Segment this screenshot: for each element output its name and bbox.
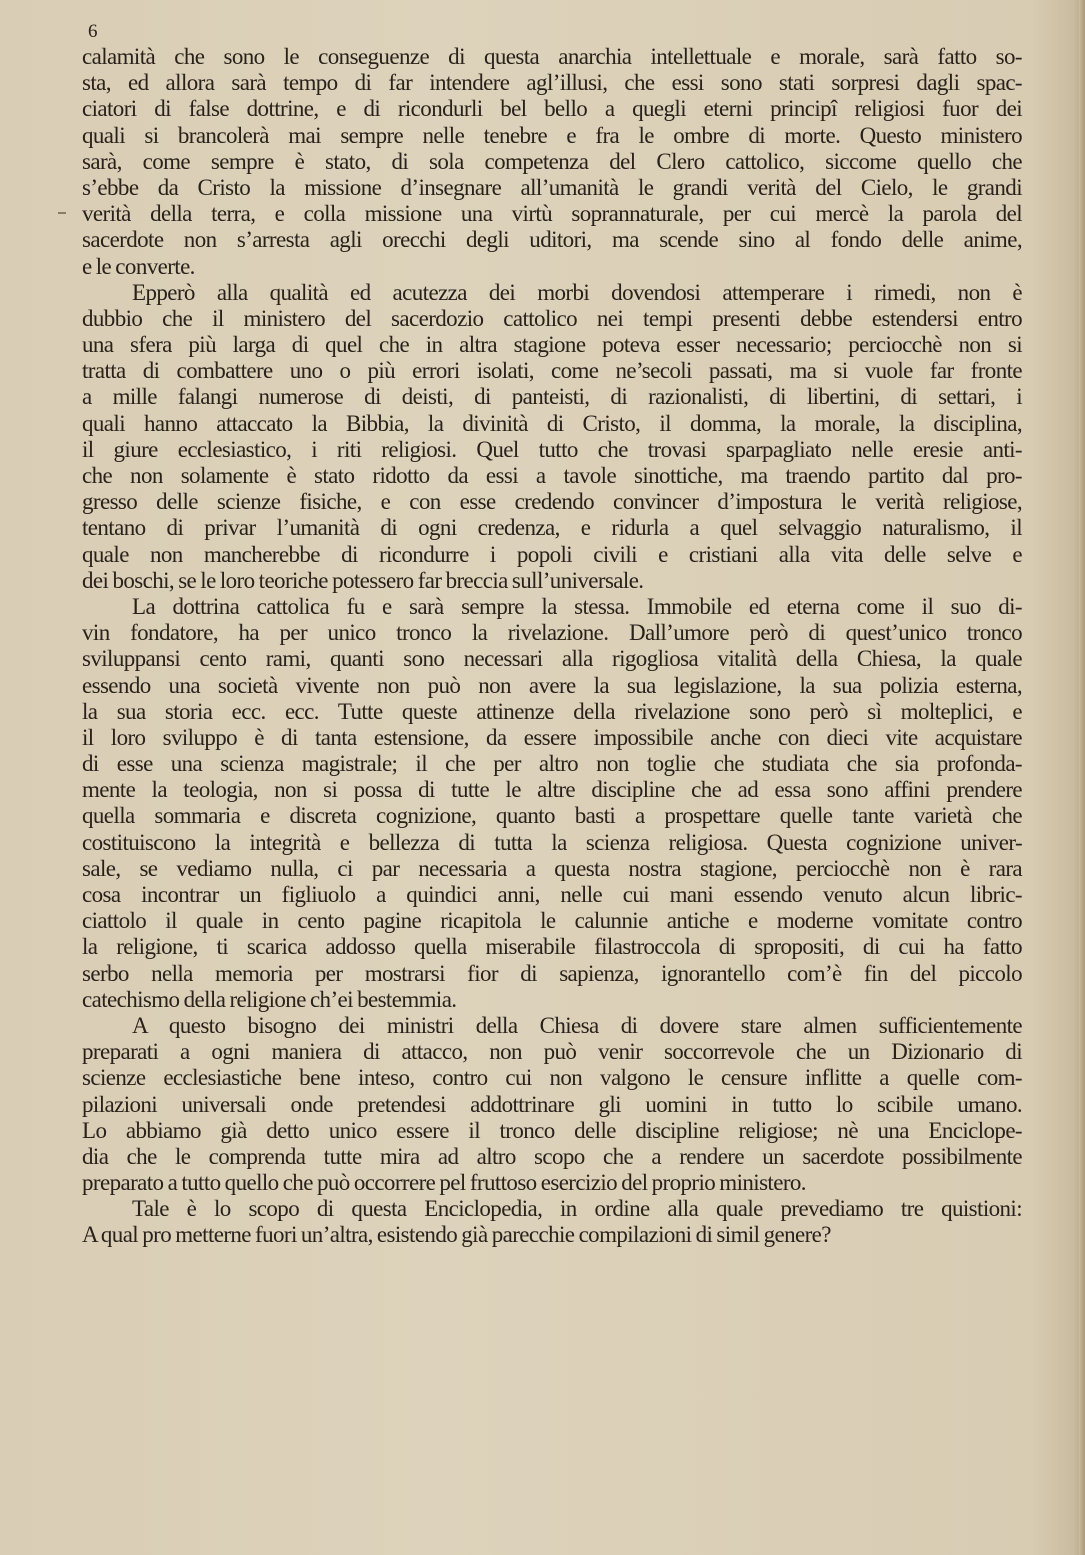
text-line: una sfera più larga di quel che in altra stagione poteva esser necessario; perciocchè non si [82,332,1022,358]
text-line: Tale è lo scopo di questa Enciclopedia, in ordine alla quale prevediamo tre quistioni: [132,1196,1022,1222]
text-line: sta, ed allora sarà tempo di far intendere agl’illusi, che essi sono stati sorpresi dagli spac- [82,70,1022,96]
paragraph [82,1196,1022,1248]
text-line: che non solamente è stato ridotto da essi a tavole sinottiche, ma traendo partito dal pro- [82,463,1022,488]
text-line: cosa incontrar un figliuolo a quindici anni, nelle cui mani essendo venuto alcun libric- [82,882,1022,907]
text-line: a mille falangi numerose di deisti, di panteisti, di razionalisti, di libertini, di settari, i [82,384,1022,410]
text-line: dubbio che il ministero del sacerdozio cattolico nei tempi presenti debbe estendersi entro [82,305,1022,331]
margin-mark [58,212,66,214]
text-line: preparati a ogni maniera di attacco, non può venir soccorrevole che un Dizionario di [82,1039,1022,1065]
text-line: quali si brancolerà mai sempre nelle tenebre e fra le ombre di morte. Questo ministero [82,122,1022,148]
paragraph [82,1013,1022,1196]
text-line: sale, se vediamo nulla, ci par necessaria a questa nostra stagione, perciocchè non è rara [82,855,1022,881]
text-line: sacerdote non s’arresta agli orecchi degli uditori, ma scende sino al fondo delle anime, [82,227,1022,253]
text-line: scienze ecclesiastiche bene inteso, contro cui non valgono le censure inflitte a quelle com- [82,1065,1022,1091]
text-line: tentano di privar l’umanità di ogni credenza, e ridurla a quel selvaggio naturalismo, il [82,515,1022,541]
text-line: il giure ecclesiastico, i riti religiosi. Quel tutto che trovasi sparpagliato nelle eresie anti- [82,436,1022,462]
text-line: la sua storia ecc. ecc. Tutte queste attinenze della rivelazione sono però sì molteplici, e [82,698,1022,724]
text-line: il loro sviluppo è di tanta estensione, da essere impossibile anche con dieci vite acquistare [82,724,1022,750]
text-line: vin fondatore, ha per unico tronco la rivelazione. Dall’umore però di quest’unico tronco [82,620,1022,646]
text-line: ciattolo il quale in cento pagine ricapitola le calunnie antiche e moderne vomitate contro [82,908,1022,934]
text-line: catechismo della religione ch’ei bestemmia. [82,986,457,1012]
text-line: Epperò alla qualità ed acutezza dei morbi dovendosi attemperare i rimedi, non è [132,279,1022,305]
text-line: ciatori di false dottrine, e di ricondurli bel bello a quegli eterni principî religiosi fuor dei [82,96,1022,122]
text-line: quali hanno attaccato la Bibbia, la divinità di Cristo, il domma, la morale, la disciplina, [82,410,1022,436]
text-line: la religione, ti scarica addosso quella miserabile filastroccola di spropositi, di cui ha fatto [82,934,1022,960]
text-line: quale non mancherebbe di ricondurre i popoli civili e cristiani alla vita delle selve e [82,541,1022,567]
paragraph [82,594,1022,1013]
body-text [82,44,1022,1249]
text-line: dia che le comprenda tutte mira ad altro scopo che a rendere un sacerdote possibilmente [82,1143,1022,1169]
text-line: essendo una società vivente non può non avere la sua legislazione, la sua polizia esterna, [82,672,1022,698]
text-line: sviluppansi cento rami, quanti sono necessari alla rigogliosa vitalità della Chiesa, la quale [82,646,1022,672]
text-line: di esse una scienza magistrale; il che per altro non toglie che studiata che sia profonda- [82,751,1022,777]
text-line: mente la teologia, non si possa di tutte le altre discipline che ad essa sono affini prendere [82,777,1022,803]
text-line: e le converte. [82,253,195,279]
text-line: s’ebbe da Cristo la missione d’insegnare all’umanità le grandi verità del Cielo, le grandi [82,174,1022,200]
text-line: calamità che sono le conseguenze di questa anarchia intellettuale e morale, sarà fatto so- [82,44,1022,69]
text-line: A qual pro metterne fuori un’altra, esistendo già parecchie compilazioni di simil genere? [82,1222,831,1248]
text-line: quella sommaria e discreta cognizione, quanto basti a prospettare quelle tante varietà che [82,803,1022,829]
text-line: serbo nella memoria per mostrarsi fior di sapienza, ignorantello com’è fin del piccolo [82,960,1022,986]
text-line: gresso delle scienze fisiche, e con esse credendo convincer d’impostura le verità religiose, [82,489,1022,515]
text-line: dei boschi, se le loro teoriche potessero far breccia sull’universale. [82,567,644,593]
text-line: Lo abbiamo già detto unico essere il tronco delle discipline religiose; nè una Enciclope- [82,1117,1022,1143]
text-line: verità della terra, e colla missione una virtù soprannaturale, per cui mercè la parola del [82,201,1022,227]
text-line: preparato a tutto quello che può occorrere pel fruttoso esercizio del proprio ministero. [82,1170,806,1196]
text-line: tratta di combattere uno o più errori isolati, come ne’secoli passati, ma si vuole far fronte [82,358,1022,384]
text-line: sarà, come sempre è stato, di sola competenza del Clero cattolico, siccome quello che [82,148,1022,174]
text-line: pilazioni universali onde pretendesi addottrinare gli uomini in tutto lo scibile umano. [82,1091,1022,1117]
paragraph [82,280,1022,594]
text-line: La dottrina cattolica fu e sarà sempre la stessa. Immobile ed eterna come il suo di- [132,593,1022,619]
page-edge [1079,0,1085,1555]
text-line: A questo bisogno dei ministri della Chiesa di dovere stare almen sufficientemente [132,1012,1022,1038]
text-line: costituiscono la integrità e bellezza di tutta la scienza religiosa. Questa cognizione univer- [82,829,1022,855]
page-number: 6 [88,21,98,42]
paragraph [82,44,1022,280]
